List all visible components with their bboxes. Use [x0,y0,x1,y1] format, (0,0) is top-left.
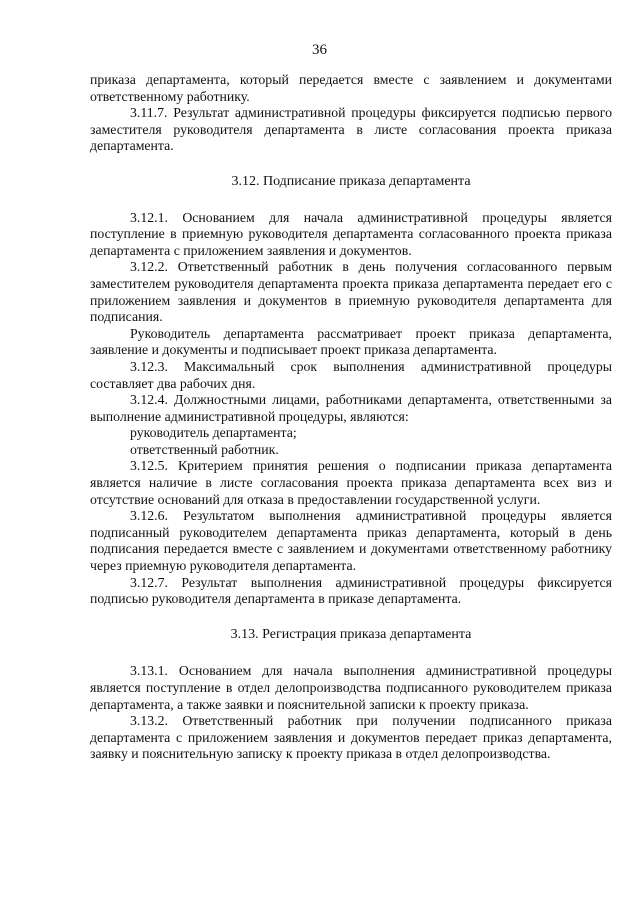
paragraph-3-12-4: 3.12.4. Должностными лицами, работниками департамента, ответственными за выполнение административной процедуры, являются: [90,392,612,424]
paragraph-3-11-7: 3.11.7. Результат административной процедуры фиксируется подписью первого заместителя руководителя департамента в листе согласования проекта приказа департамента. [90,105,612,154]
paragraph-3-12-2: 3.12.2. Ответственный работник в день получения согласованного первым заместителем руководителя департамента проекта приказа департамента передает его с приложением заявления и документов в приемную руководителя департамента для подписания. [90,259,612,325]
paragraph-3-12-7: 3.12.7. Результат выполнения административной процедуры фиксируется подписью руководителя департамента в приказе департамента. [90,574,612,607]
paragraph-3-13-2: 3.13.2. Ответственный работник при получении подписанного приказа департамента с приложением заявления и документов передает приказ департамента, заявку и пояснительную записку к проекту приказа в отдел делопроизводства. [90,713,612,762]
list-item-responsible: ответственный работник. [130,441,279,457]
list-item-head: руководитель департамента; [130,425,297,441]
section-heading-3-13: 3.13. Регистрация приказа департамента [230,626,472,642]
paragraph-3-12-5: 3.12.5. Критерием принятия решения о подписании приказа департамента является наличие в листе согласования проекта приказа департамента всех виз и отсутствие оснований для отказа в предоставлении государственной услуги. [90,458,612,507]
paragraph-3-12-1: 3.12.1. Основанием для начала административной процедуры является поступление в приемную руководителя департамента согласованного проекта приказа департамента с приложением заявления и документов. [90,209,612,258]
paragraph-continuation: приказа департамента, который передается вместе с заявлением и документами ответственному работнику. [90,72,612,104]
document-body [90,72,612,763]
section-heading-3-12: 3.12. Подписание приказа департамента [231,173,471,189]
paragraph-3-12-6: 3.12.6. Результатом выполнения административной процедуры является подписанный руководителем департамента приказ департамента, который в день подписания передается вместе с заявлением и документами ответственному работнику через приемную руководителя департамента. [90,508,612,574]
page-number: 36 [312,42,327,58]
paragraph-3-13-1: 3.13.1. Основанием для начала выполнения административной процедуры является поступление в отдел делопроизводства подписанного руководителем приказа департамента, а также заявки и пояснительной записки к проекту приказа. [90,663,612,712]
paragraph-head-review: Руководитель департамента рассматривает проект приказа департамента, заявление и документы и подписывает проект приказа департамента. [90,325,612,358]
paragraph-3-12-3: 3.12.3. Максимальный срок выполнения административной процедуры составляет два рабочих дня. [90,358,612,391]
